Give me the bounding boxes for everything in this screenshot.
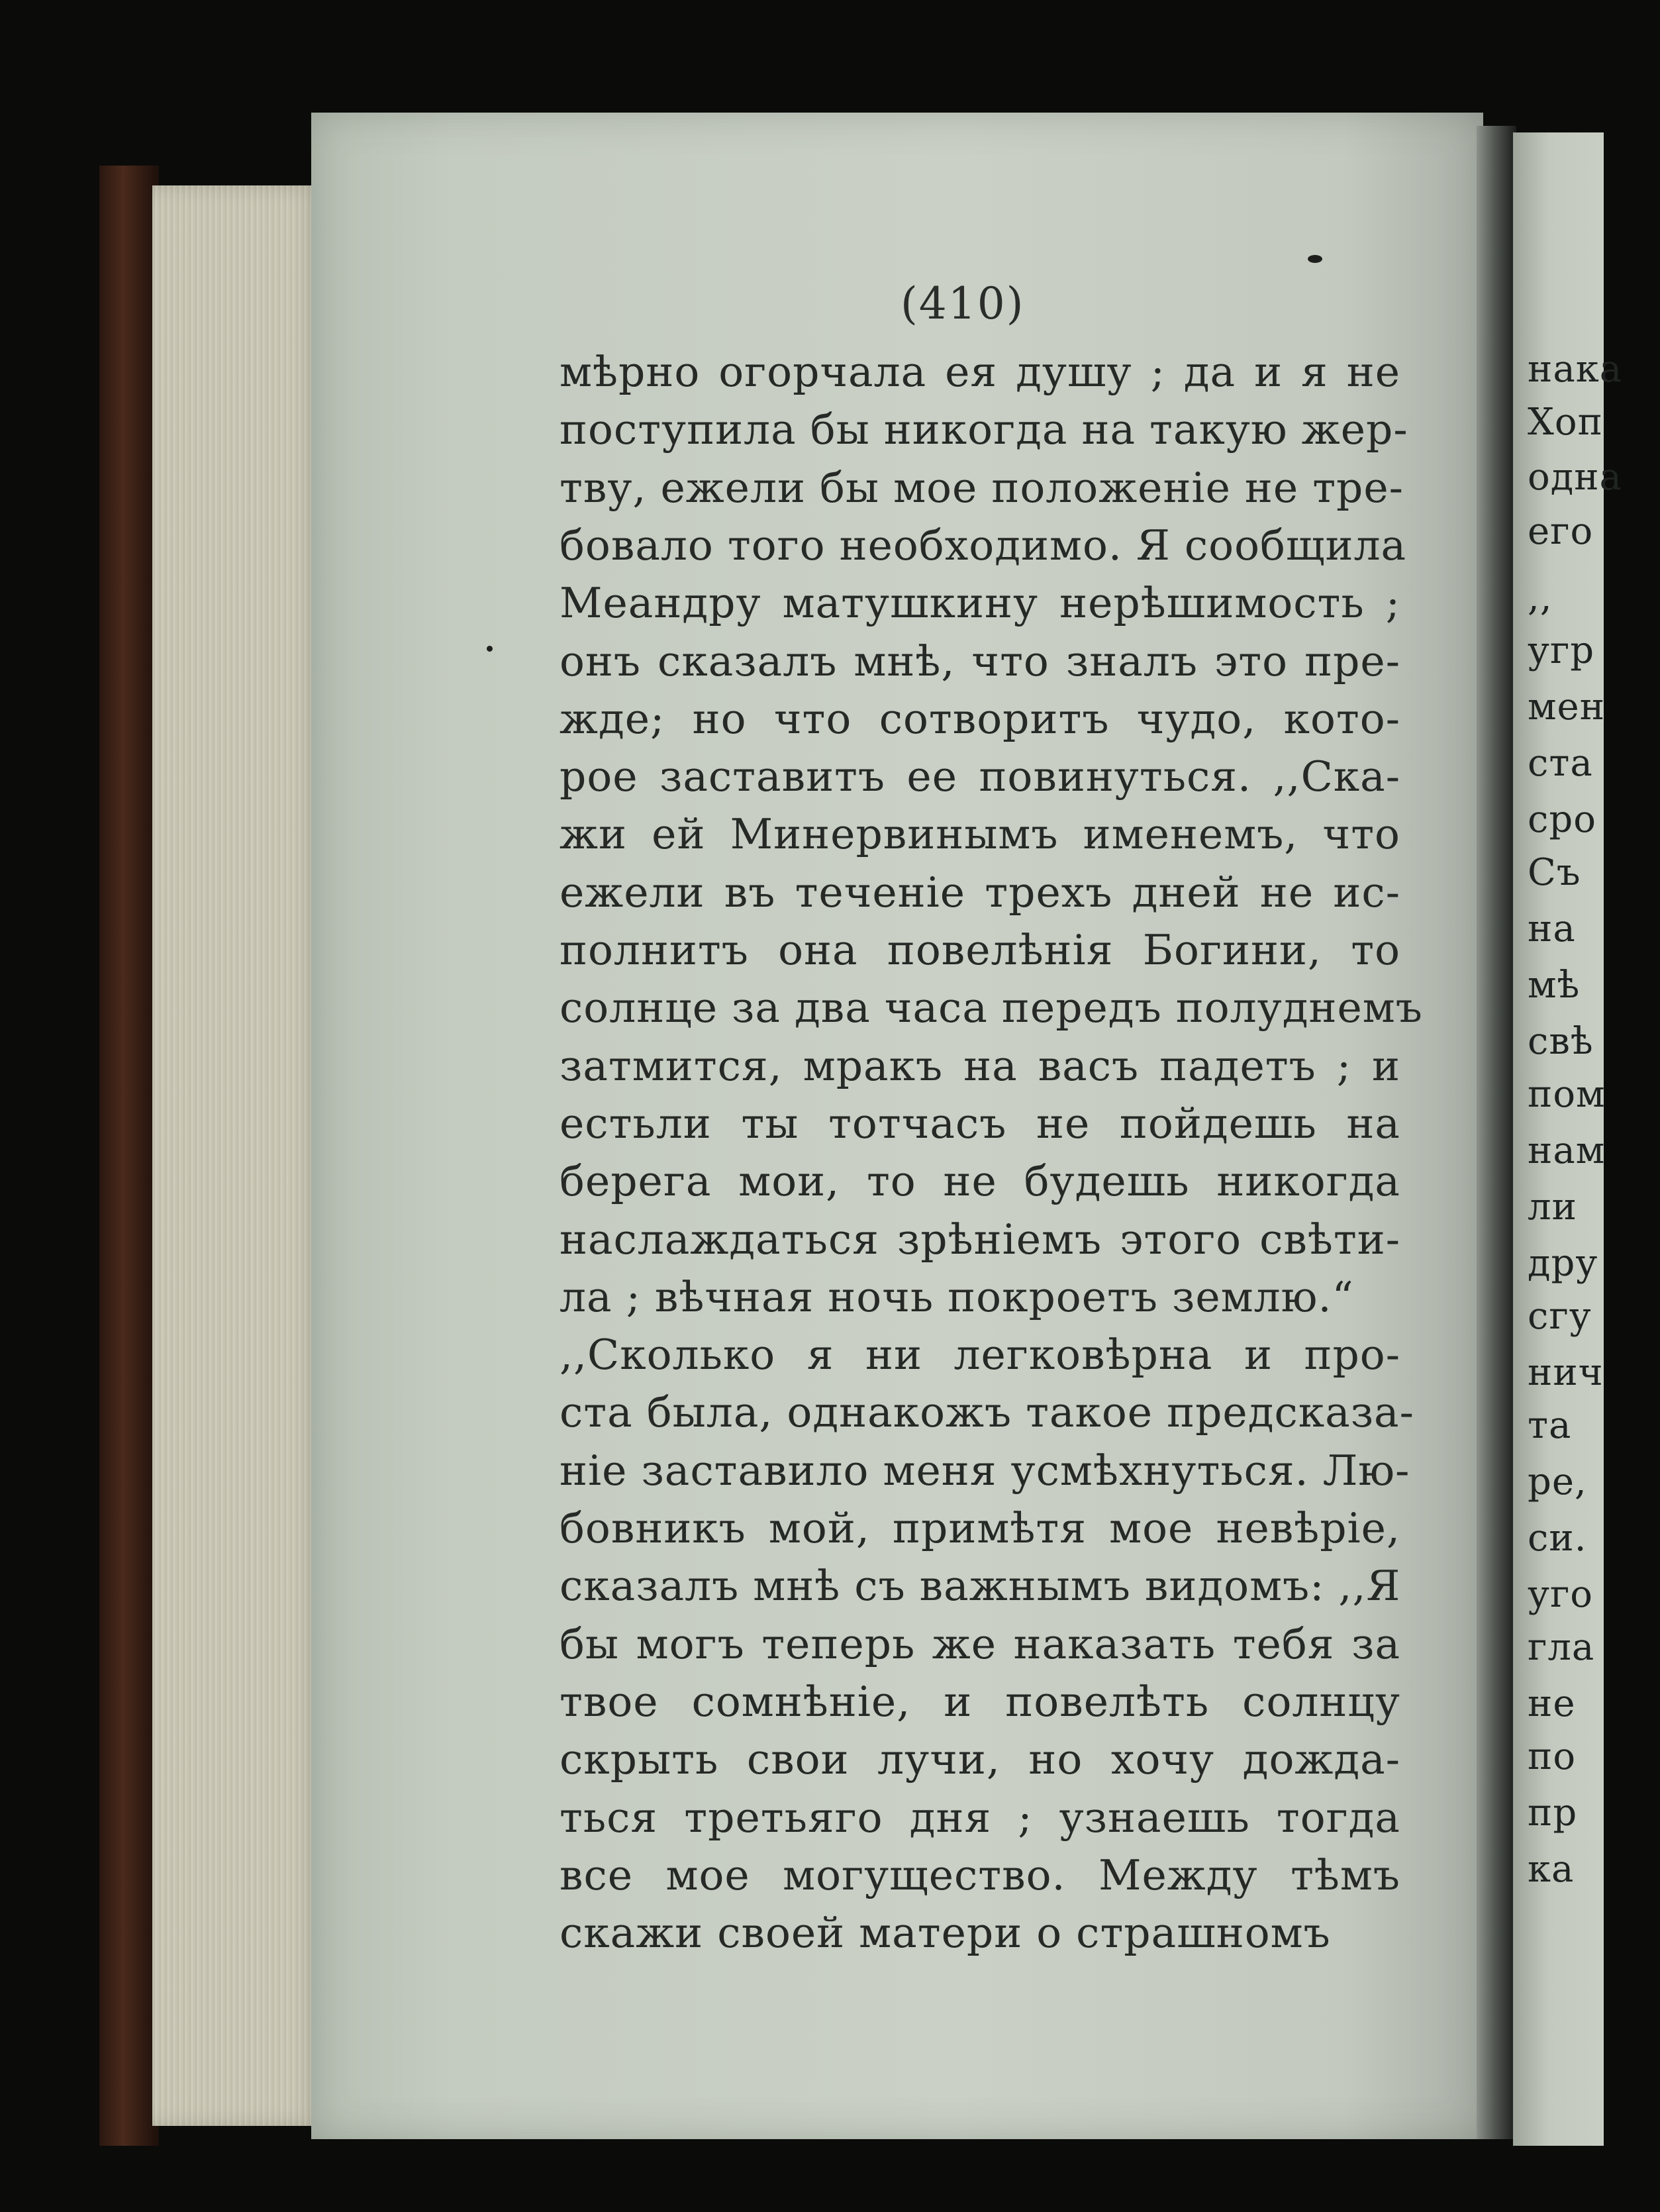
page-number: (410) bbox=[901, 278, 1025, 329]
page-block-edge bbox=[152, 185, 324, 2126]
next-page-fragment: мѣ bbox=[1528, 964, 1581, 1007]
text-line: бы могъ теперь же наказать тебя за bbox=[560, 1620, 1400, 1668]
text-line: естьли ты тотчасъ не пойдешь на bbox=[560, 1099, 1400, 1148]
next-page-fragment: ре, bbox=[1528, 1460, 1587, 1503]
next-page-fragment: нич bbox=[1528, 1351, 1604, 1394]
text-line: затмится, мракъ на васъ падетъ ; и bbox=[560, 1042, 1400, 1090]
next-page-fragment: дру bbox=[1528, 1242, 1598, 1285]
next-page-fragment: гла bbox=[1528, 1626, 1595, 1669]
next-page-fragment: по bbox=[1528, 1735, 1577, 1778]
next-page-fragment: сгу bbox=[1528, 1295, 1592, 1338]
text-line: полнитъ она повелѣнія Богини, то bbox=[560, 926, 1400, 974]
text-line: бовникъ мой, примѣтя мое невѣріе, bbox=[560, 1504, 1400, 1552]
next-page-fragment: на bbox=[1528, 907, 1576, 950]
next-page-fragment: та bbox=[1528, 1404, 1572, 1447]
text-line: сказалъ мнѣ съ важнымъ видомъ: ,,Я bbox=[560, 1562, 1401, 1610]
text-line: все мое могущество. Между тѣмъ bbox=[560, 1851, 1400, 1899]
text-line: ,,Сколько я ни легковѣрна и про- bbox=[560, 1331, 1400, 1379]
text-line: ться третьяго дня ; узнаешь тогда bbox=[560, 1793, 1400, 1842]
next-page-fragment: пом bbox=[1528, 1073, 1606, 1116]
text-line: солнце за два часа передъ полуднемъ bbox=[560, 983, 1423, 1032]
next-page-fragment: ,, bbox=[1528, 576, 1553, 619]
next-page-fragment: нам bbox=[1528, 1129, 1606, 1172]
next-page-fragment: мен bbox=[1528, 685, 1606, 729]
text-line: онъ сказалъ мнѣ, что зналъ это пре- bbox=[560, 637, 1400, 685]
next-page-fragment: ли bbox=[1528, 1185, 1577, 1229]
next-page-fragment: свѣ bbox=[1528, 1020, 1594, 1063]
next-page-fragment: сро bbox=[1528, 798, 1596, 841]
next-page-fragment: Съ bbox=[1528, 851, 1581, 894]
book-gutter bbox=[1477, 126, 1516, 2139]
next-page-fragment: угр bbox=[1528, 629, 1595, 672]
text-line: мѣрно огорчала ея душу ; да и я не bbox=[560, 348, 1400, 396]
next-page-fragment: не bbox=[1528, 1682, 1576, 1725]
next-page-fragment: си. bbox=[1528, 1517, 1587, 1560]
text-line: жде; но что сотворитъ чудо, кото- bbox=[560, 695, 1400, 743]
next-page-fragment: пр bbox=[1528, 1791, 1578, 1835]
next-page-fragment: уго bbox=[1528, 1573, 1594, 1616]
text-line: поступила бы никогда на такую жер- bbox=[560, 405, 1408, 454]
paper-speck bbox=[487, 646, 493, 652]
next-page-fragment: одна bbox=[1528, 456, 1622, 499]
text-line: ежели въ теченіе трехъ дней не ис- bbox=[560, 868, 1400, 917]
next-page-fragment: ка bbox=[1528, 1848, 1575, 1891]
text-line: тву, ежели бы мое положеніе не тре- bbox=[560, 464, 1404, 512]
next-page-fragment: Хоп bbox=[1528, 401, 1603, 444]
next-page-fragment: его bbox=[1528, 510, 1594, 553]
text-line: ніе заставило меня усмѣхнуться. Лю- bbox=[560, 1446, 1410, 1495]
book-spine bbox=[99, 166, 159, 2146]
paper-speck bbox=[1308, 255, 1322, 263]
text-line: берега мои, то не будешь никогда bbox=[560, 1157, 1400, 1205]
text-line: скажи своей матери о страшномъ bbox=[560, 1909, 1331, 1957]
next-page-fragment: нака bbox=[1528, 348, 1623, 391]
text-line: рое заставитъ ее повинуться. ,,Ска- bbox=[560, 752, 1400, 801]
text-line: жи ей Минервинымъ именемъ, что bbox=[560, 810, 1400, 858]
right-page-fragment bbox=[1513, 132, 1623, 2146]
text-line: скрыть свои лучи, но хочу дожда- bbox=[560, 1735, 1400, 1784]
next-page-fragment: ста bbox=[1528, 742, 1593, 785]
text-line: бовало того необходимо. Я сообщила bbox=[560, 521, 1407, 570]
text-line: наслаждаться зрѣніемъ этого свѣти- bbox=[560, 1215, 1400, 1264]
text-line: твое сомнѣніе, и повелѣть солнцу bbox=[560, 1678, 1400, 1726]
text-line: ла ; вѣчная ночь покроетъ землю.“ bbox=[560, 1273, 1354, 1321]
text-line: Меандру матушкину нерѣшимость ; bbox=[560, 579, 1400, 627]
text-line: ста была, однакожъ такое предсказа- bbox=[560, 1388, 1414, 1436]
